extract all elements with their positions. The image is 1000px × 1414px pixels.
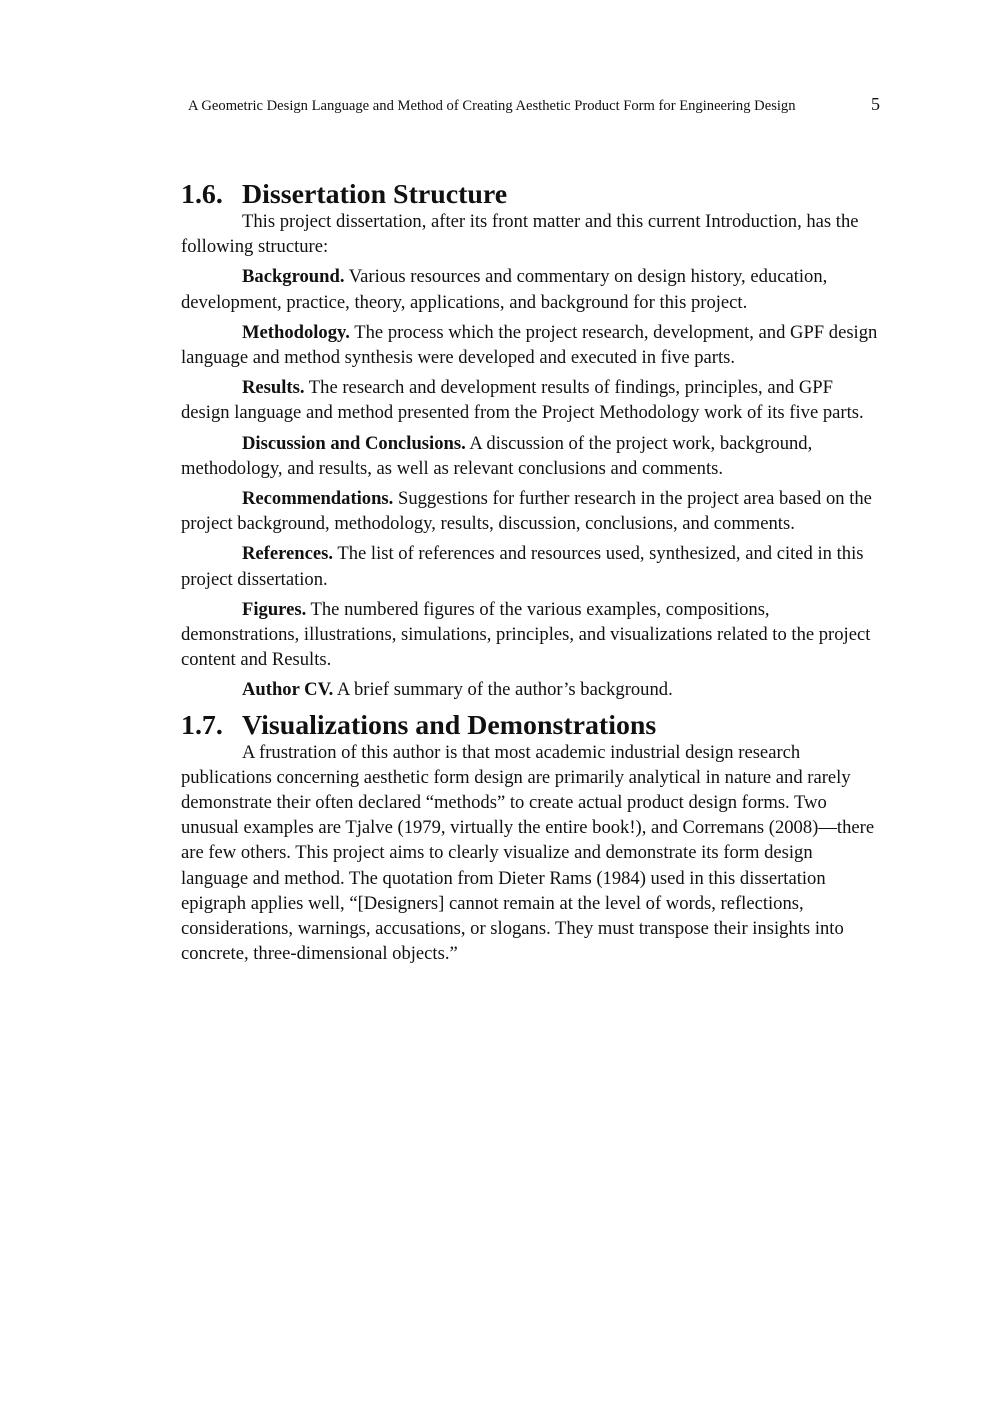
- item-text: The process which the project research, development, and GPF design language and method synthesis were developed and executed in five parts.: [181, 321, 878, 369]
- item-term: Background.: [242, 266, 345, 288]
- item-text: The research and development results of findings, principles, and GPF design language and method presented from the Project Methodology work of its five parts.: [181, 377, 864, 424]
- structure-item-background: [181, 264, 881, 314]
- item-text: A brief summary of the author’s background.: [333, 679, 673, 701]
- structure-item-references: [181, 541, 881, 591]
- section-heading-dissertation-structure: [181, 181, 881, 209]
- structure-item-results: [181, 375, 881, 425]
- item-text: Various resources and commentary on design history, education, development, practice, theory, applications, and background for this project.: [181, 266, 828, 313]
- structure-item-methodology: [181, 320, 881, 370]
- section-title: Dissertation Structure: [242, 179, 508, 210]
- item-term: Methodology.: [242, 321, 350, 343]
- section-number: 1.6.: [181, 179, 223, 210]
- running-title: A Geometric Design Language and Method of Creating Aesthetic Product Form for Engineering Design: [188, 98, 796, 114]
- item-text: The numbered figures of the various examples, compositions, demonstrations, illustrations, simulations, principles, and visualizations related to the project content and Results.: [181, 598, 871, 671]
- item-text: A discussion of the project work, background, methodology, and results, as well as relevant conclusions and comments.: [181, 432, 813, 479]
- structure-item-figures: [181, 597, 881, 673]
- document-body: [181, 181, 881, 971]
- item-term: Results.: [242, 377, 305, 399]
- item-term: Author CV.: [242, 679, 334, 701]
- page-header: [188, 96, 880, 118]
- section-intro: This project dissertation, after its front matter and this current Introduction, has the following structure:: [181, 211, 859, 258]
- section-heading-visualizations: [181, 709, 881, 741]
- item-term: Recommendations.: [242, 488, 394, 510]
- item-text: The list of references and resources used, synthesized, and cited in this project dissertation.: [181, 543, 864, 590]
- structure-item-author-cv: [181, 677, 881, 702]
- item-text: Suggestions for further research in the project area based on the project background, methodology, results, discussion, conclusions, and comments.: [181, 488, 872, 535]
- item-term: Figures.: [242, 598, 307, 620]
- structure-item-discussion: [181, 431, 881, 481]
- section-title: Visualizations and Demonstrations: [242, 709, 657, 741]
- item-term: Discussion and Conclusions.: [242, 432, 466, 454]
- section-body: A frustration of this author is that most academic industrial design research publications concerning aesthetic form design are primarily analytical in nature and rarely demonstrate their often declared “methods” to create actual product design forms. Two unusual examples are Tjalve (1979, virtually the entire book!), and Corremans (2008)—there are few others. This project aims to clearly visualize and demonstrate its form design language and method. The quotation from Dieter Rams (1984) used in this dissertation epigraph applies well, “[Designers] cannot remain at the level of words, reflections, considerations, warnings, accusations, or slogans. They must transpose their insights into concrete, three-dimensional objects.”: [181, 741, 875, 965]
- page-number: 5: [871, 94, 880, 114]
- item-term: References.: [242, 543, 334, 565]
- section-number: 1.7.: [181, 709, 223, 741]
- structure-item-recommendations: [181, 486, 881, 536]
